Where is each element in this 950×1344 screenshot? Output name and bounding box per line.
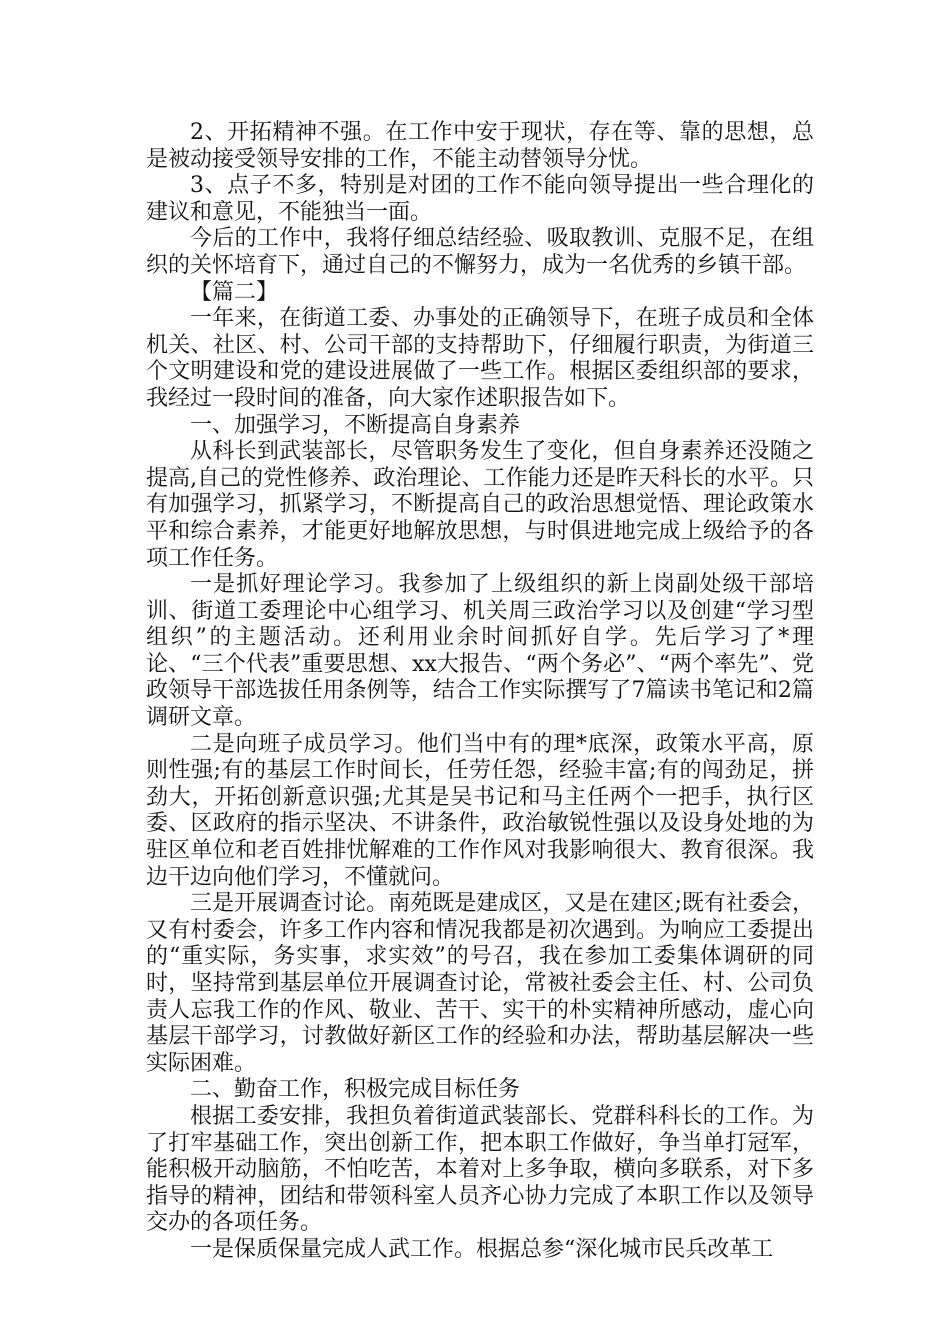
paragraph-weakness-2: 2、开拓精神不强。在工作中安于现状，存在等、靠的思想，总是被动接受领导安排的工作，不能主动替领导分忧。 [146,120,814,172]
section-heading-part-two: 【篇二】 [190,279,279,305]
paragraph-learn-from-team: 二是向班子成员学习。他们当中有的理*底深，政策水平高，原则性强;有的基层工作时间长，任劳任怨，经验丰富;有的闯劲足，拼劲大，开拓创新意识强;尤其是吴书记和马主任两个一把手，执行区委、区政府的指示坚决、不讲条件，政治敏锐性强以及设身处地的为驻区单位和老百姓排忧解难的工作作风对我影响很大、教育很深。我边干边向他们学习，不懂就问。 [146,731,814,890]
document-page [146,120,814,1264]
paragraph-investigation: 三是开展调查讨论。南苑既是建成区，又是在建区;既有社委会，又有村委会，许多工作内容和情况我都是初次遇到。为响应工委提出的“重实际，务实事，求实效”的号召，我在参加工委集体调研的同时，坚持常到基层单位开展调查讨论，常被社委会主任、村、公司负责人忘我工作的作风、敬业、苦干、实干的朴实精神所感动，虚心向基层干部学习，讨教做好新区工作的经验和办法，帮助基层解决一些实际困难。 [146,891,814,1076]
paragraph-weakness-3: 3、点子不多，特别是对团的工作不能向领导提出一些合理化的建议和意见，不能独当一面。 [146,173,814,225]
paragraph-theory-study: 一是抓好理论学习。我参加了上级组织的新上岗副处级干部培训、街道工委理论中心组学习、机关周三政治学习以及创建“学习型组织”的主题活动。还利用业余时间抓好自学。先后学习了*理论、“三个代表”重要思想、xx大报告、“两个务必”、“两个率先”、党政领导干部选拔任用条例等，结合工作实际撰写了7篇读书笔记和2篇调研文章。 [146,572,814,731]
section-heading-work: 二、勤奋工作，积极完成目标任务 [190,1077,521,1103]
paragraph-study-summary: 从科长到武装部长，尽管职务发生了变化，但自身素养还没随之提高,自己的党性修养、政治理论、工作能力还是昨天科长的水平。只有加强学习，抓紧学习，不断提高自己的政治思想觉悟、理论政策水平和综合素养，才能更好地解放思想，与时俱进地完成上级给予的各项工作任务。 [146,439,814,571]
paragraph-armed-forces: 一是保质保量完成人武工作。根据总参“深化城市民兵改革工 [190,1236,774,1262]
paragraph-intro: 一年来，在街道工委、办事处的正确领导下，在班子成员和全体机关、社区、村、公司干部的支持帮助下，仔细履行职责，为街道三个文明建设和党的建设进展做了一些工作。根据区委组织部的要求，我经过一段时间的准备，向大家作述职报告如下。 [146,306,814,411]
paragraph-work-summary: 根据工委安排，我担负着街道武装部长、党群科科长的工作。为了打牢基础工作，突出创新工作，把本职工作做好，争当单打冠军，能积极开动脑筋，不怕吃苦，本着对上多争取，横向多联系，对下多指导的精神，团结和带领科室人员齐心协力完成了本职工作以及领导交办的各项任务。 [146,1103,814,1236]
section-heading-study: 一、加强学习，不断提高自身素养 [190,412,521,438]
paragraph-future-work: 今后的工作中，我将仔细总结经验、吸取教训、克服不足，在组织的关怀培育下，通过自己的不懈努力，成为一名优秀的乡镇干部。 [146,226,814,278]
